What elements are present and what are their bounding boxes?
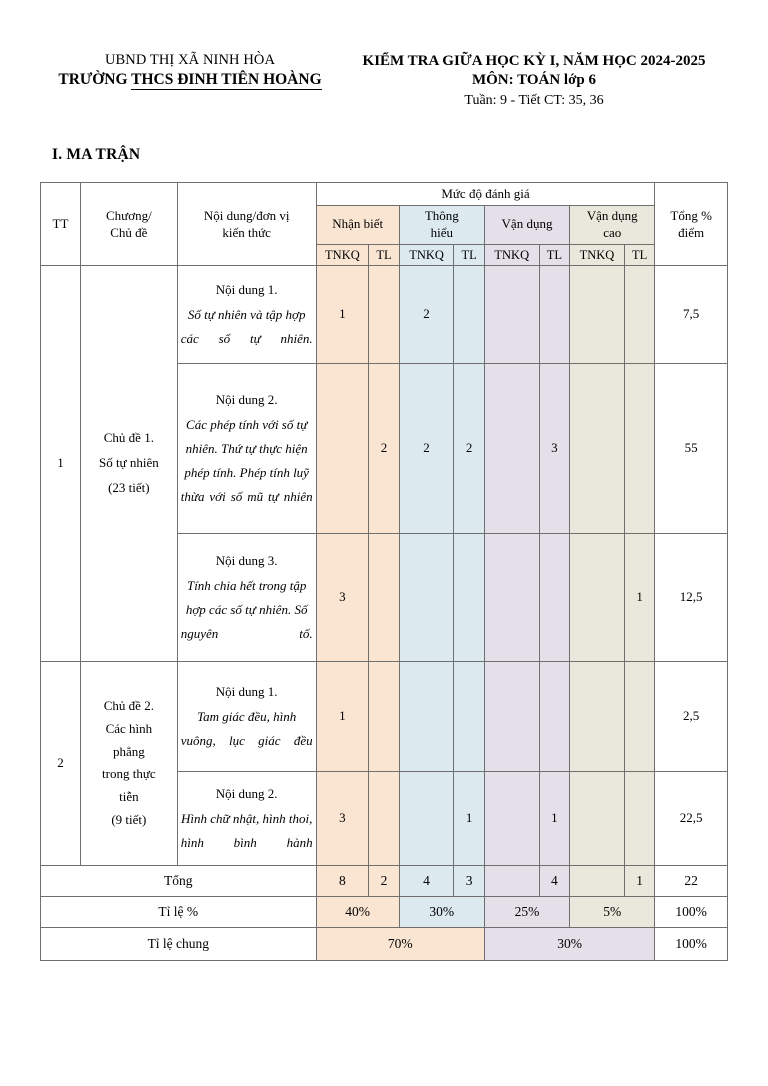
- cell-vdc-tl: [624, 771, 655, 865]
- topic-line: Số tự nhiên: [98, 455, 159, 471]
- cell-vd-tnkq: [484, 771, 539, 865]
- table-head: [41, 183, 728, 266]
- th-level-thong-hieu: [399, 205, 484, 244]
- cell-vd-tl: [539, 265, 570, 363]
- summary-row-tile: [41, 896, 728, 927]
- cell-th-tl: 1: [454, 771, 485, 865]
- tile-chung-total: 100%: [655, 927, 728, 960]
- issuing-authority: UBND THỊ XÃ NINH HÒA: [104, 52, 276, 68]
- th-level-van-dung-l1: Vận dụng: [501, 216, 553, 232]
- topic-line: Chủ đề 2.: [103, 698, 154, 714]
- tile-th: 30%: [399, 896, 484, 927]
- row-tt: 2: [41, 661, 81, 865]
- row-content: [177, 771, 316, 865]
- tong-label: Tổng: [41, 865, 317, 896]
- cell-vdc-tl: [624, 661, 655, 771]
- th-level-van-dung-cao-l2: cao: [603, 224, 622, 240]
- content-title: Nội dung 2.: [215, 391, 278, 407]
- th-sub-7: TL: [624, 244, 655, 265]
- th-noidung-line2: kiến thức: [222, 225, 271, 241]
- tong-vd-tl: 4: [539, 865, 570, 896]
- th-sub-3: TL: [454, 244, 485, 265]
- cell-th-tnkq: 2: [399, 265, 454, 363]
- tong-vdc-tnkq: [570, 865, 625, 896]
- topic-line: (9 tiết): [111, 811, 147, 827]
- tong-vd-tnkq: [484, 865, 539, 896]
- content-body: Các phép tính với số tự nhiên. Thứ tự thực hiện phép tính. Phép tính luỹ thừa với số mũ tự nhiên: [180, 416, 313, 504]
- summary-row-tong: [41, 865, 728, 896]
- th-sub-4: TNKQ: [484, 244, 539, 265]
- tile-chung-left: 70%: [316, 927, 484, 960]
- tile-label: Tỉ lệ %: [41, 896, 317, 927]
- tong-vdc-tl: 1: [624, 865, 655, 896]
- row-content: [177, 265, 316, 363]
- th-sub-6: TNKQ: [570, 244, 625, 265]
- content-body: Tính chia hết trong tập hợp các số tự nhiên. Số nguyên tố.: [180, 577, 313, 641]
- cell-total: 22,5: [655, 771, 728, 865]
- school-name: [40, 70, 340, 89]
- table-row: [41, 265, 728, 363]
- cell-vdc-tnkq: [570, 265, 625, 363]
- cell-th-tl: [454, 265, 485, 363]
- cell-vd-tl: [539, 661, 570, 771]
- th-level-thong-hieu-l1: Thông: [424, 207, 459, 223]
- exam-title: KIỂM TRA GIỮA HỌC KỲ I, NĂM HỌC 2024-2025: [362, 53, 706, 69]
- th-mucdo: Mức độ đánh giá: [316, 183, 655, 206]
- content-body: Hình chữ nhật, hình thoi, hình bình hành: [180, 810, 313, 850]
- row-tt: 1: [41, 265, 81, 661]
- cell-vd-tl: 1: [539, 771, 570, 865]
- cell-nb-tl: [369, 265, 400, 363]
- cell-vdc-tl: 1: [624, 533, 655, 661]
- table-body: [41, 265, 728, 960]
- th-sub-2: TNKQ: [399, 244, 454, 265]
- content-title: Nội dung 1.: [215, 281, 278, 297]
- cell-vdc-tl: [624, 363, 655, 533]
- cell-total: 12,5: [655, 533, 728, 661]
- tile-vdc: 5%: [570, 896, 655, 927]
- cell-vd-tl: [539, 533, 570, 661]
- table-row: [41, 661, 728, 771]
- content-title: Nội dung 3.: [215, 552, 278, 568]
- th-tong-line1: Tổng %: [670, 207, 712, 223]
- th-chuong: [80, 183, 177, 266]
- content-body: Số tự nhiên và tập hợp các số tự nhiên.: [180, 306, 313, 346]
- header-left-block: [40, 52, 340, 89]
- th-level-thong-hieu-l2: hiểu: [430, 224, 453, 240]
- cell-total: 55: [655, 363, 728, 533]
- th-level-van-dung-cao: [570, 205, 655, 244]
- tile-vd: 25%: [484, 896, 569, 927]
- cell-vdc-tl: [624, 265, 655, 363]
- th-level-van-dung-cao-l1: Vận dụng: [586, 207, 638, 223]
- th-noidung: [177, 183, 316, 266]
- cell-nb-tnkq: 1: [316, 661, 369, 771]
- content-title: Nội dung 1.: [215, 683, 278, 699]
- cell-vd-tl: 3: [539, 363, 570, 533]
- row-content: [177, 661, 316, 771]
- exam-subject: MÔN: TOÁN lớp 6: [471, 72, 596, 89]
- matrix-table: [40, 182, 728, 961]
- tile-total: 100%: [655, 896, 728, 927]
- th-level-nhan-biet: [316, 205, 399, 244]
- tong-th-tl: 3: [454, 865, 485, 896]
- section-title: I. MA TRẬN: [52, 146, 141, 164]
- th-level-van-dung: [484, 205, 569, 244]
- row-topic: [80, 661, 177, 865]
- th-tt: TT: [41, 183, 81, 266]
- row-content: [177, 533, 316, 661]
- th-chuong-line2: Chủ đề: [110, 225, 148, 241]
- cell-vd-tnkq: [484, 533, 539, 661]
- cell-vdc-tnkq: [570, 363, 625, 533]
- cell-vdc-tnkq: [570, 661, 625, 771]
- th-noidung-line1: Nội dung/đơn vị: [203, 207, 290, 223]
- cell-th-tl: [454, 533, 485, 661]
- th-tong-percent: [655, 183, 728, 266]
- cell-th-tl: 2: [454, 363, 485, 533]
- tong-th-tnkq: 4: [399, 865, 454, 896]
- cell-nb-tnkq: 1: [316, 265, 369, 363]
- tong-nb-tnkq: 8: [316, 865, 369, 896]
- cell-th-tl: [454, 661, 485, 771]
- th-chuong-line1: Chương/: [106, 207, 152, 223]
- topic-line: phẳng: [112, 743, 145, 759]
- cell-total: 2,5: [655, 661, 728, 771]
- school-name-underlined: THCS ĐINH TIÊN HOÀNG: [131, 70, 322, 88]
- cell-nb-tnkq: 3: [316, 771, 369, 865]
- tile-chung-right: 30%: [484, 927, 654, 960]
- th-sub-0: TNKQ: [316, 244, 369, 265]
- tile-chung-label: Tỉ lệ chung: [41, 927, 317, 960]
- topic-line: tiễn: [119, 789, 139, 805]
- cell-th-tnkq: 2: [399, 363, 454, 533]
- cell-vd-tnkq: [484, 265, 539, 363]
- topic-line: trong thực: [102, 766, 156, 782]
- th-tong-line2: điểm: [678, 225, 705, 241]
- row-content: [177, 363, 316, 533]
- cell-vdc-tnkq: [570, 533, 625, 661]
- cell-nb-tl: [369, 661, 400, 771]
- content-title: Nội dung 2.: [215, 785, 278, 801]
- topic-line: Các hình: [105, 720, 153, 736]
- th-level-nhan-biet-l1: Nhận biết: [332, 216, 384, 232]
- tile-nb: 40%: [316, 896, 399, 927]
- th-sub-5: TL: [539, 244, 570, 265]
- row-topic: [80, 265, 177, 661]
- document-header: [40, 52, 728, 110]
- cell-nb-tnkq: 3: [316, 533, 369, 661]
- th-sub-1: TL: [369, 244, 400, 265]
- topic-line: (23 tiết): [108, 479, 150, 495]
- summary-row-tile-chung: [41, 927, 728, 960]
- topic-line: Chủ đề 1.: [103, 430, 154, 446]
- exam-schedule: Tuần: 9 - Tiết CT: 35, 36: [464, 93, 604, 109]
- cell-vd-tnkq: [484, 363, 539, 533]
- cell-nb-tl: 2: [369, 363, 400, 533]
- cell-vd-tnkq: [484, 661, 539, 771]
- cell-nb-tl: [369, 533, 400, 661]
- header-right-block: [340, 52, 728, 110]
- cell-nb-tnkq: [316, 363, 369, 533]
- tong-grand-total: 22: [655, 865, 728, 896]
- school-name-prefix: TRƯỜNG: [58, 70, 132, 88]
- cell-vdc-tnkq: [570, 771, 625, 865]
- cell-nb-tl: [369, 771, 400, 865]
- tong-nb-tl: 2: [369, 865, 400, 896]
- header-row-1: [41, 183, 728, 206]
- cell-th-tnkq: [399, 661, 454, 771]
- content-body: Tam giác đều, hình vuông, lục giác đều: [180, 708, 313, 748]
- cell-th-tnkq: [399, 533, 454, 661]
- cell-th-tnkq: [399, 771, 454, 865]
- cell-total: 7,5: [655, 265, 728, 363]
